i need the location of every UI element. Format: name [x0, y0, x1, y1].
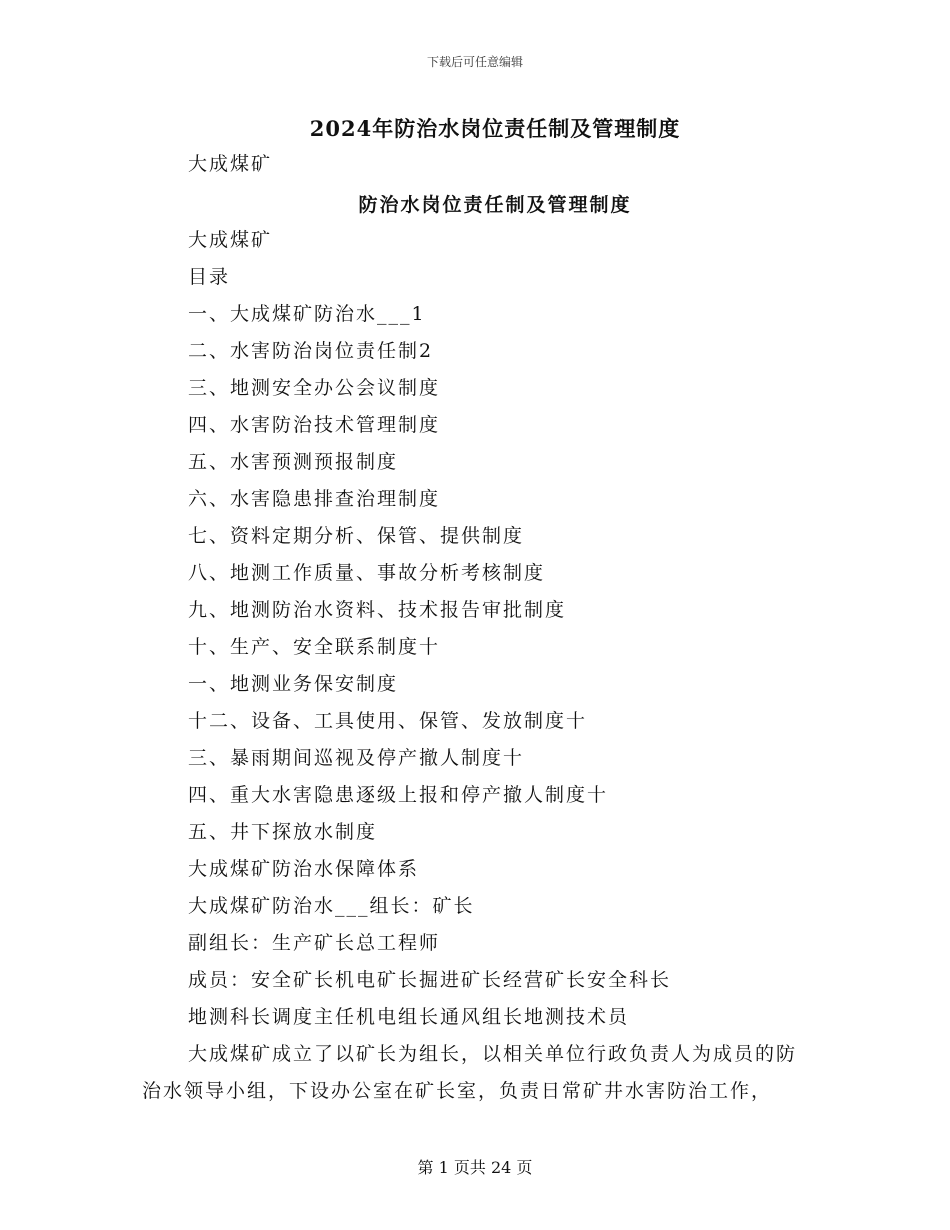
toc-heading: 目录 [188, 266, 231, 288]
toc-item: 七、资料定期分析、保管、提供制度 [188, 525, 525, 547]
toc-item: 四、水害防治技术管理制度 [188, 414, 441, 436]
system-heading: 大成煤矿防治水保障体系 [188, 858, 420, 880]
leader-line: 大成煤矿防治水___组长：矿长 [188, 895, 475, 917]
toc-item: 十、生产、安全联系制度十 [188, 636, 441, 658]
members-line-2: 地测科长调度主任机电组长通风组长地测技术员 [188, 1006, 630, 1028]
toc-item: 五、水害预测预报制度 [188, 451, 399, 473]
toc-item: 一、地测业务保安制度 [188, 673, 399, 695]
document-subtitle: 防治水岗位责任制及管理制度 [358, 194, 632, 216]
toc-item: 八、地测工作质量、事故分析考核制度 [188, 562, 546, 584]
toc-item: 三、地测安全办公会议制度 [188, 377, 441, 399]
document-title: 2024年防治水岗位责任制及管理制度 [309, 116, 681, 141]
members-line-1: 成员：安全矿长机电矿长掘进矿长经营矿长安全科长 [188, 969, 672, 991]
toc-item: 一、大成煤矿防治水___1 [188, 303, 426, 325]
toc-item: 四、重大水害隐患逐级上报和停产撤人制度十 [188, 784, 609, 806]
toc-item: 二、水害防治岗位责任制2 [188, 340, 434, 362]
toc-item: 五、井下探放水制度 [188, 821, 378, 843]
page-footer: 第 1 页共 24 页 [417, 1158, 533, 1177]
toc-item: 十二、设备、工具使用、保管、发放制度十 [188, 710, 588, 732]
body-paragraph: 大成煤矿成立了以矿长为组长，以相关单位行政负责人为成员的防治水领导小组，下设办公室在矿长室，负责日常矿井水害防治工作， [142, 1043, 798, 1102]
header-note: 下载后可任意编辑 [426, 55, 523, 69]
org-line-1: 大成煤矿 [188, 153, 273, 175]
org-line-2: 大成煤矿 [188, 229, 273, 251]
toc-item: 六、水害隐患排查治理制度 [188, 488, 441, 510]
toc-item: 九、地测防治水资料、技术报告审批制度 [188, 599, 567, 621]
toc-item: 三、暴雨期间巡视及停产撤人制度十 [188, 747, 525, 769]
deputy-line: 副组长：生产矿长总工程师 [188, 932, 441, 954]
